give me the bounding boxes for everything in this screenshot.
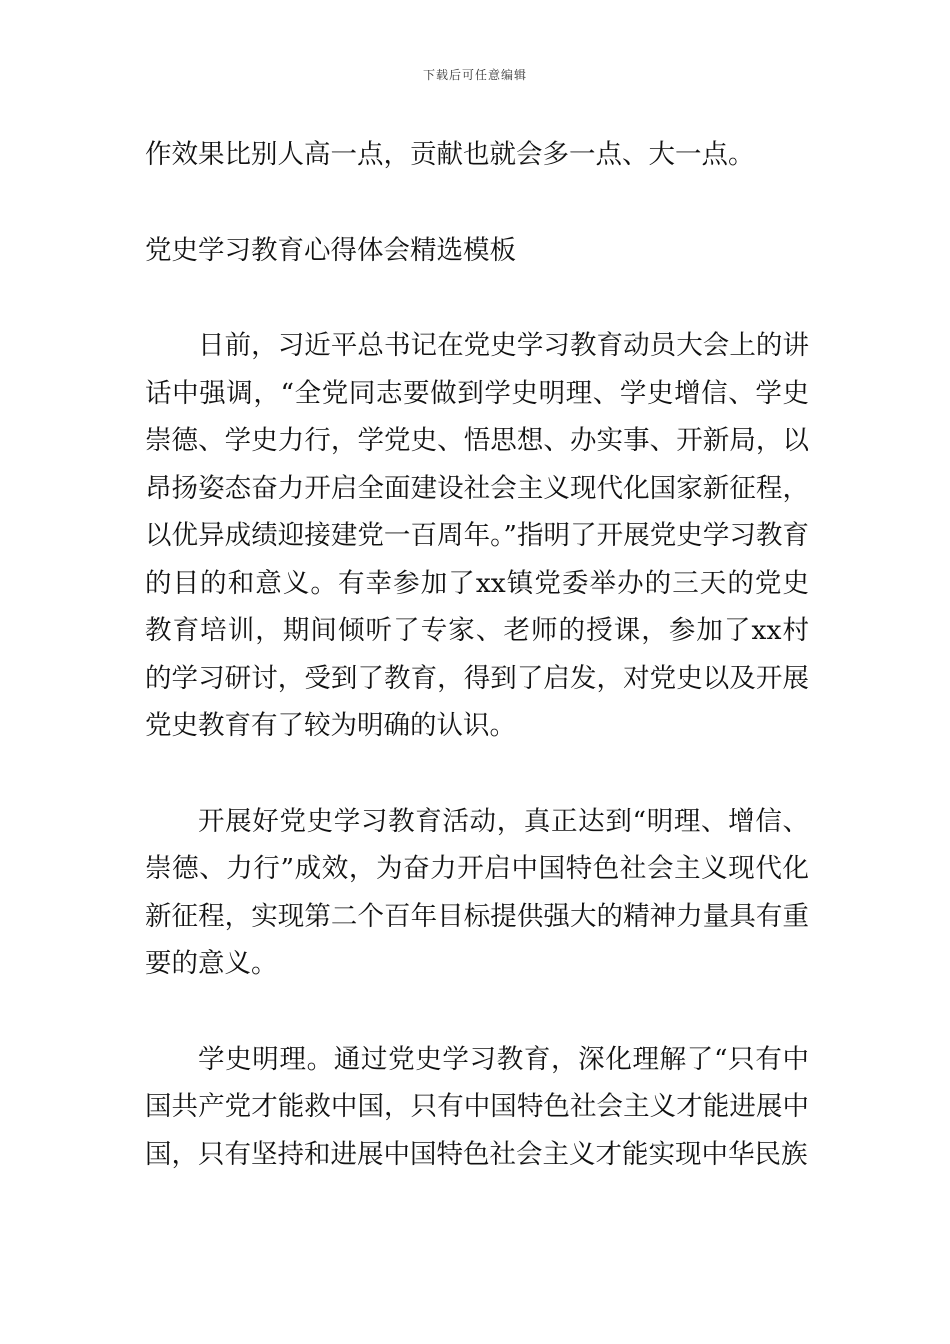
paragraph-intro: 日前，习近平总书记在党史学习教育动员大会上的讲话中强调，“全党同志要做到学史明理、学史增信、学史崇德、学史力行，学党史、悟思想、办实事、开新局，以昂扬姿态奋力开启全面建设社会主义现代化国家新征程，以优异成绩迎接建党一百周年。”指明了开展党史学习教育的目的和意义。有幸参加了xx镇党委举办的三天的党史教育培训，期间倾听了专家、老师的授课，参加了xx村的学习研讨，受到了教育，得到了启发，对党史以及开展党史教育有了较为明确的认识。 [145,330,809,741]
document-body [145,131,809,1178]
paragraph-significance: 开展好党史学习教育活动，真正达到“明理、增信、崇德、力行”成效，为奋力开启中国特色社会主义现代化新征程，实现第二个百年目标提供强大的精神力量具有重要的意义。 [145,805,809,979]
page-header-note: 下载后可任意编辑 [422,68,527,82]
continued-paragraph: 作效果比别人高一点，贡献也就会多一点、大一点。 [145,139,755,170]
paragraph-learn-history-reason: 学史明理。通过党史学习教育，深化理解了“只有中国共产党才能救中国，只有中国特色社会主义才能进展中国，只有坚持和进展中国特色社会主义才能实现中华民族 [145,1043,809,1170]
section-title: 党史学习教育心得体会精选模板 [145,234,516,266]
